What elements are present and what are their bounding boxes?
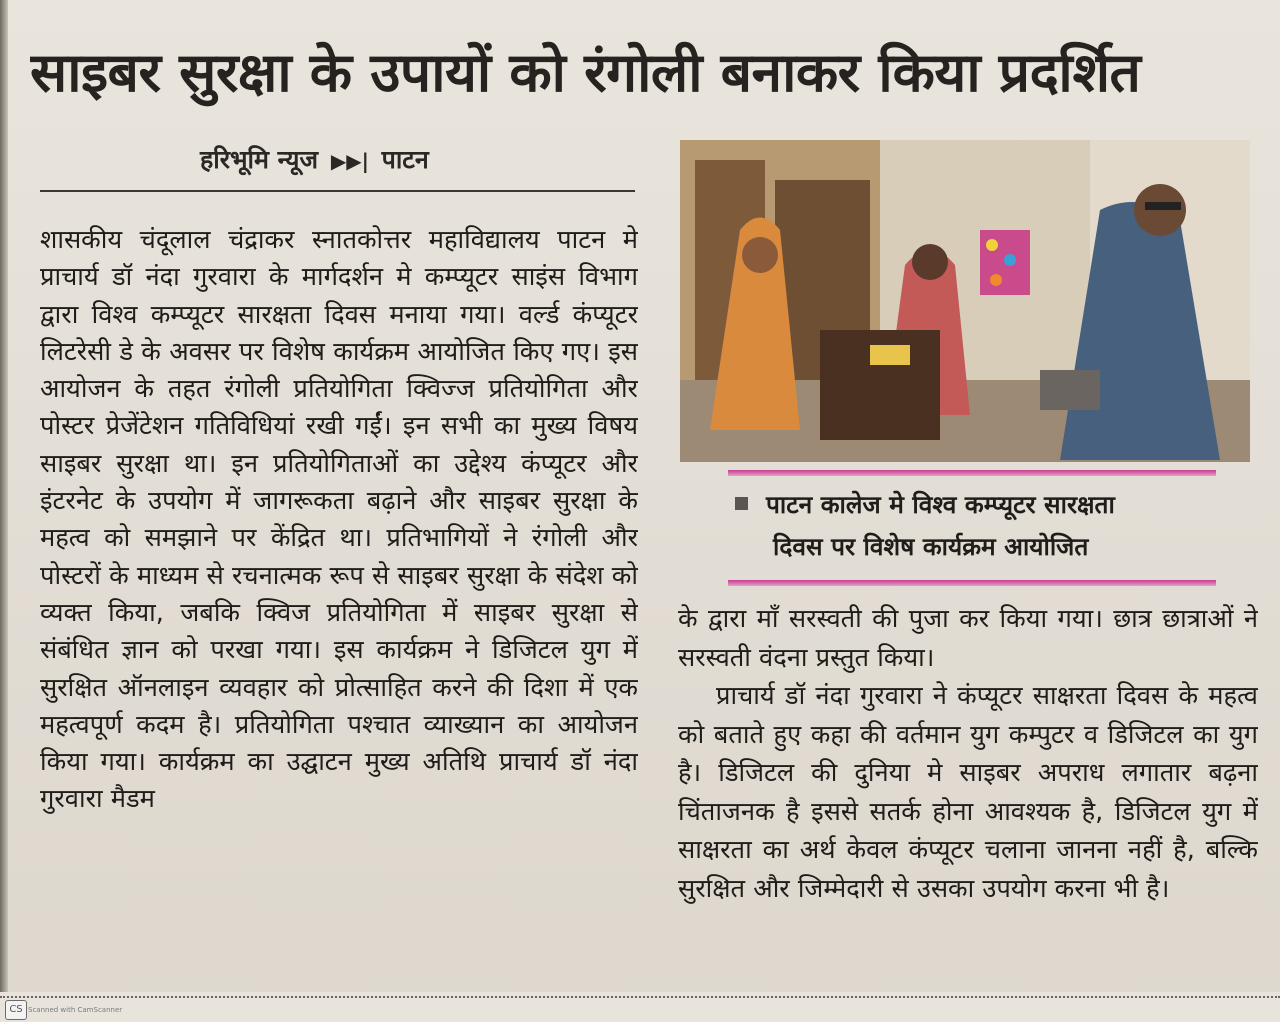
footer-dotted-rule	[0, 996, 1280, 1000]
event-photo	[680, 140, 1250, 462]
byline	[200, 140, 640, 180]
caption-bullet-icon	[735, 497, 748, 510]
caption-top-bar	[728, 470, 1216, 476]
caption-line-1: पाटन कालेज मे विश्व कम्प्यूटर सारक्षता	[766, 490, 1115, 519]
byline-rule	[40, 190, 635, 192]
camscanner-logo-icon: CS	[5, 1000, 27, 1020]
caption-line-2: दिवस पर विशेष कार्यक्रम आयोजित	[773, 532, 1089, 561]
byline-place: पाटन	[381, 145, 429, 174]
photo-caption	[735, 484, 1255, 574]
article-paragraph-left: शासकीय चंदूलाल चंद्राकर स्नातकोत्तर महाविद्यालय पाटन मे प्राचार्य डॉ नंदा गुरवारा के मार्गदर्शन मे कम्प्यूटर साइंस विभाग द्वारा विश्व कम्प्यूटर सारक्षता दिवस मनाया गया। वर्ल्ड कंप्यूटर लिटरेसी डे के अवसर पर विशेष कार्यक्रम आयोजित किए गए। इस आयोजन के तहत रंगोली प्रतियोगिता क्विज्ज प्रतियोगिता और पोस्टर प्रेजेंटेशन गतिविधियां रखी गईं। इन सभी का मुख्य विषय साइबर सुरक्षा था। इन प्रतियोगिताओं का उद्देश्य कंप्यूटर और इंटरनेट के उपयोग में जागरूकता बढ़ाने और साइबर सुरक्षा के महत्व को समझाने पर केंद्रित था। प्रतिभागियों ने रंगोली और पोस्टरों के माध्यम से रचनात्मक रूप से साइबर सुरक्षा के संदेश को व्यक्त किया, जबकि क्विज प्रतियोगिता में साइबर सुरक्षा से संबंधित ज्ञान को परखा गया। इस कार्यक्रम ने डिजिटल युग में सुरक्षित ऑनलाइन व्यवहार को प्रोत्साहित करने की दिशा में एक महत्वपूर्ण कदम है। प्रतियोगिता पश्चात व्याख्यान का आयोजन किया गया। कार्यक्रम का उद्घाटन मुख्य अतिथि प्राचार्य डॉ नंदा गुरवारा मैडम	[40, 225, 638, 815]
headline: साइबर सुरक्षा के उपायों को रंगोली बनाकर किया प्रदर्शित	[30, 41, 1141, 104]
article-paragraph-right-2: प्राचार्य डॉ नंदा गुरवारा ने कंप्यूटर साक्षरता दिवस के महत्व को बताते हुए कहा की वर्तमान युग कम्पुटर व डिजिटल का युग है। डिजिटल की दुनिया मे साइबर अपराध लगातार बढ़ना चिंताजनक है इससे सतर्क होना आवश्यक है, डिजिटल युग में साक्षरता का अर्थ केवल कंप्यूटर चलाना जानना नहीं है, बल्कि सुरक्षित और जिम्मेदारी से उसका उपयोग करना भी है।	[678, 681, 1258, 904]
event-photo-illustration	[680, 140, 1250, 462]
article-body-left-column	[40, 222, 638, 982]
caption-bottom-bar	[728, 580, 1216, 586]
article-body-right-column	[678, 600, 1258, 980]
article-paragraph-right-1: के द्वारा माँ सरस्वती की पुजा कर किया गया। छात्र छात्राओं ने सरस्वती वंदना प्रस्तुत किया।	[678, 604, 1258, 673]
byline-separator-icon: ▶▶|	[330, 149, 369, 173]
page-edge-shadow	[0, 0, 8, 1000]
camscanner-watermark: Scanned with CamScanner	[28, 1006, 123, 1014]
byline-source: हरिभूमि न्यूज	[200, 145, 319, 174]
